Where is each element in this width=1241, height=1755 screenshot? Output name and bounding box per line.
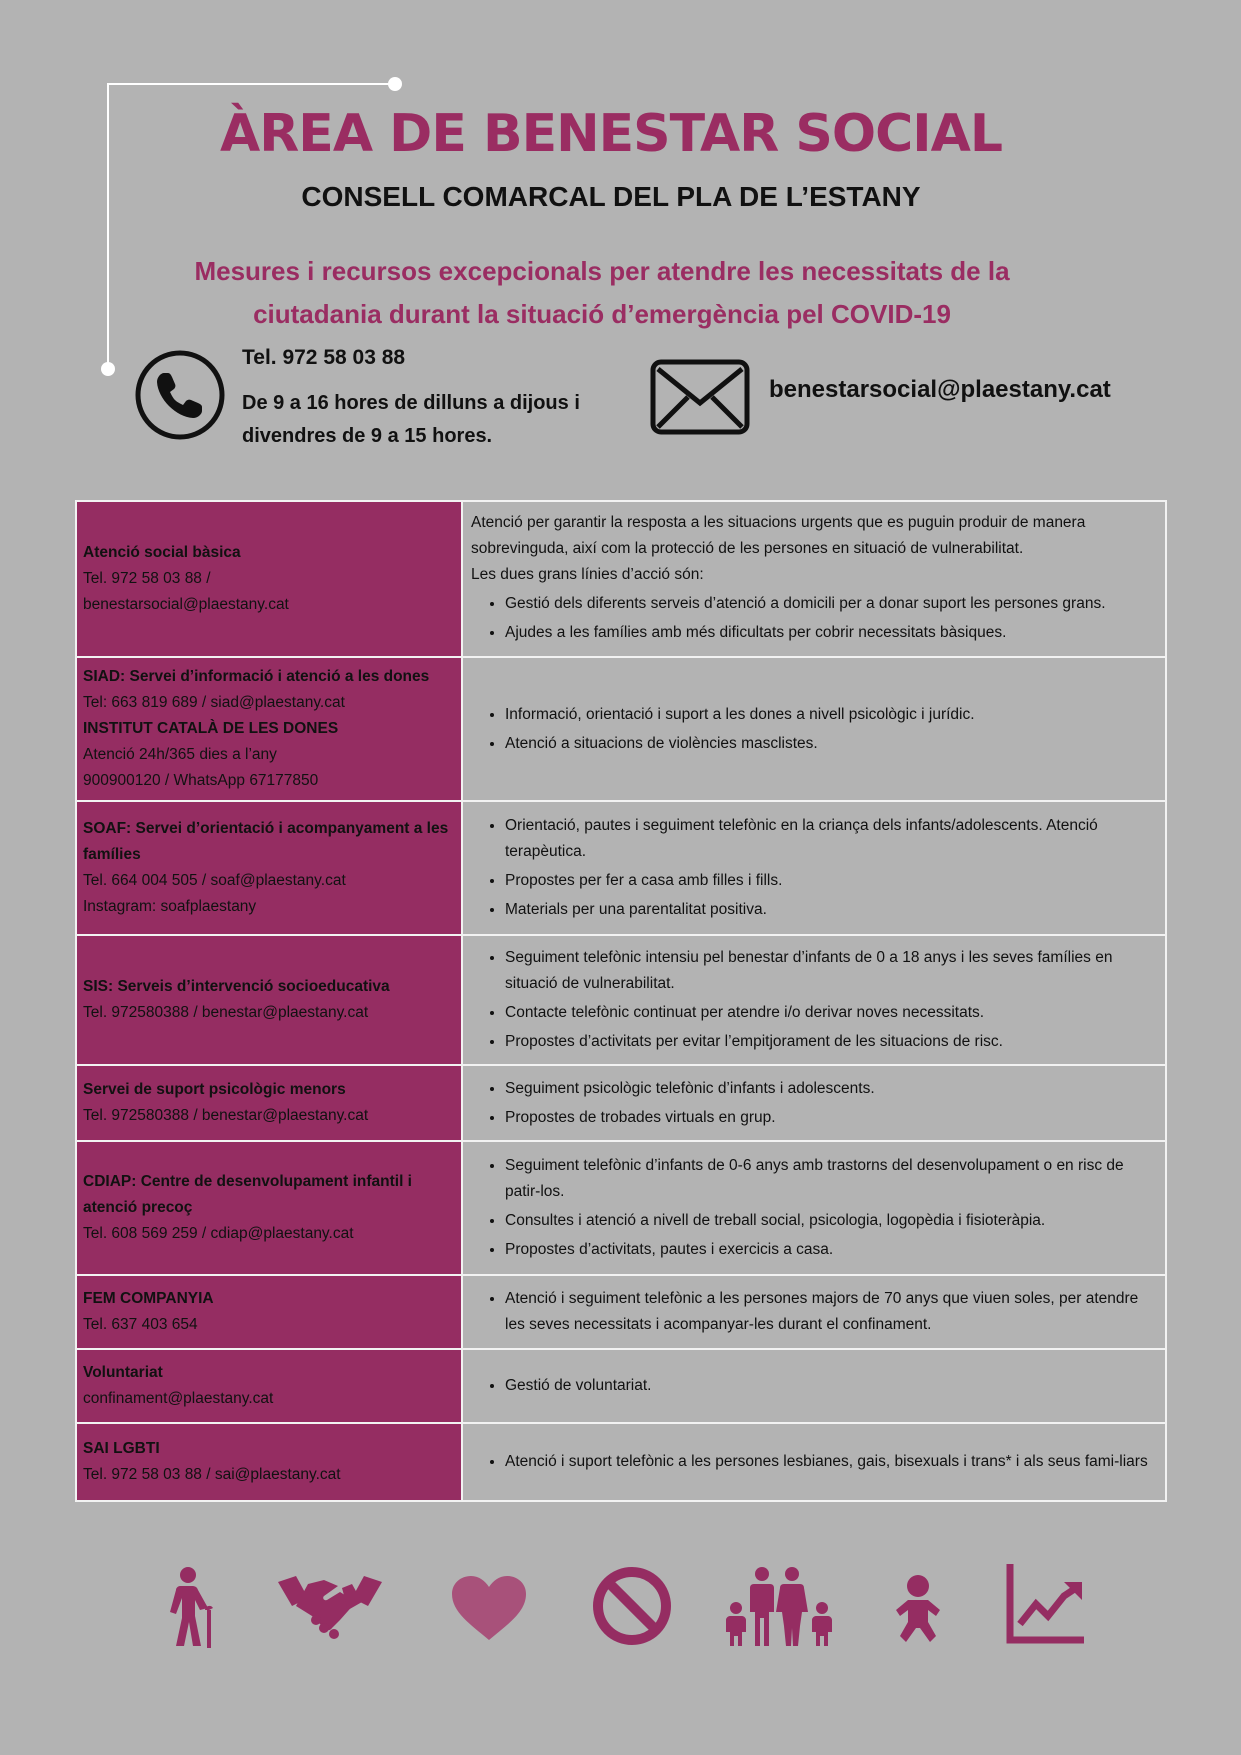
list-item: • Ajudes a les famílies amb més dificultats per cobrir necessitats bàsiques.: [505, 620, 1155, 646]
description-list: [469, 1449, 1159, 1475]
service-description: [462, 1275, 1166, 1349]
table-row: [76, 1275, 1166, 1349]
table-row: [76, 657, 1166, 801]
service-contact: Tel. 637 403 654: [83, 1316, 198, 1333]
service-contact: Tel. 972580388 / benestar@plaestany.cat: [83, 1107, 369, 1124]
list-item: • Atenció i seguiment telefònic a les persones majors de 70 anys que viuen soles, per atendre les seves necessitats i acompanyar-les durant el confinament.: [505, 1286, 1155, 1338]
heart-icon: [450, 1574, 528, 1642]
list-item: • Atenció i suport telefònic a les persones lesbianes, gais, bisexuals i trans* i als seus fami-liars: [505, 1449, 1155, 1475]
service-info: [76, 501, 462, 657]
service-info: [76, 1141, 462, 1275]
description-text: Les dues grans línies d’acció són:: [471, 565, 704, 583]
description-list: [469, 591, 1159, 646]
list-item: • Seguiment telefònic intensiu pel benestar d’infants de 0 a 18 anys i les seves famílies en situació de vulnerabilitat.: [505, 945, 1155, 997]
list-item: • Propostes d’activitats per evitar l’empitjorament de les situacions de risc.: [505, 1029, 1155, 1055]
service-contact: confinament@plaestany.cat: [83, 1390, 274, 1407]
service-name: CDIAP: Centre de desenvolupament infantil i atenció precoç: [83, 1173, 412, 1216]
service-info: [76, 1275, 462, 1349]
service-contact: Tel. 608 569 259 / cdiap@plaestany.cat: [83, 1225, 354, 1242]
service-description: [462, 1423, 1166, 1501]
table-row: [76, 1349, 1166, 1423]
service-info: [76, 1065, 462, 1141]
description-list: [469, 1286, 1159, 1338]
service-name: Atenció social bàsica: [83, 544, 241, 561]
baby-icon: [892, 1574, 944, 1644]
list-item: • Atenció a situacions de violències masclistes.: [505, 731, 1155, 757]
service-contact: 900900120 / WhatsApp 67177850: [83, 772, 319, 789]
description-list: [469, 813, 1159, 923]
service-info: [76, 1423, 462, 1501]
service-contact: Tel. 972 58 03 88 / sai@plaestany.cat: [83, 1466, 341, 1483]
services-table: [75, 500, 1167, 1502]
description-list: [469, 1373, 1159, 1399]
tagline-line: Mesures i recursos excepcionals per atendre les necessitats de la: [194, 256, 1010, 286]
description-list: [469, 702, 1159, 757]
service-name: Servei de suport psicològic menors: [83, 1081, 346, 1098]
email-address: benestarsocial@plaestany.cat: [769, 376, 1111, 403]
service-name: Voluntariat: [83, 1364, 163, 1381]
list-item: • Propostes d’activitats, pautes i exercicis a casa.: [505, 1237, 1155, 1263]
service-contact: benestarsocial@plaestany.cat: [83, 596, 289, 613]
list-item: • Contacte telefònic continuat per atendre i/o derivar noves necessitats.: [505, 1000, 1155, 1026]
service-description: [462, 1141, 1166, 1275]
service-name: SIAD: Servei d’informació i atenció a les dones: [83, 668, 430, 685]
bracket-dot: [101, 362, 115, 376]
tagline-line: ciutadania durant la situació d’emergència pel COVID-19: [253, 299, 951, 329]
page-title: ÀREA DE BENESTAR SOCIAL: [220, 104, 1002, 164]
service-info: [76, 935, 462, 1065]
service-name: SAI LGBTI: [83, 1440, 160, 1457]
opening-hours: [242, 387, 622, 453]
list-item: • Seguiment psicològic telefònic d’infants i adolescents.: [505, 1076, 1155, 1102]
list-item: • Propostes per fer a casa amb filles i fills.: [505, 868, 1155, 894]
handshake-icon: [278, 1576, 382, 1640]
list-item: • Informació, orientació i suport a les dones a nivell psicològic i jurídic.: [505, 702, 1155, 728]
list-item: • Materials per una parentalitat positiva.: [505, 897, 1155, 923]
phone-number: Tel. 972 58 03 88: [242, 346, 406, 369]
service-description: [462, 657, 1166, 801]
service-description: [462, 501, 1166, 657]
table-row: [76, 801, 1166, 935]
service-info: [76, 657, 462, 801]
table-row: [76, 1141, 1166, 1275]
elderly-person-icon: [164, 1566, 224, 1648]
family-icon: [726, 1566, 832, 1646]
service-description: [462, 1349, 1166, 1423]
description-list: [469, 1076, 1159, 1131]
decorative-bracket-top: [107, 83, 395, 85]
service-name: INSTITUT CATALÀ DE LES DONES: [83, 720, 339, 737]
description-list: [469, 1153, 1159, 1263]
phone-icon: [134, 349, 226, 441]
tagline: [120, 250, 1084, 336]
service-contact: Tel. 664 004 505 / soaf@plaestany.cat: [83, 872, 346, 889]
service-description: [462, 1065, 1166, 1141]
description-text: Atenció per garantir la resposta a les situacions urgents que es puguin produir de manera sobrevinguda, així com la protecció de les persones en situació de vulnerabilitat.: [471, 513, 1086, 557]
table-row: [76, 935, 1166, 1065]
list-item: • Propostes de trobades virtuals en grup.: [505, 1105, 1155, 1131]
envelope-icon: [650, 359, 750, 435]
service-name: SOAF: Servei d’orientació i acompanyament a les famílies: [83, 820, 449, 863]
service-description: [462, 801, 1166, 935]
service-description: [462, 935, 1166, 1065]
service-contact: Tel. 972 58 03 88 /: [83, 570, 211, 587]
service-contact: Instagram: soafplaestany: [83, 898, 257, 915]
list-item: • Consultes i atenció a nivell de treball social, psicologia, logopèdia i fisioteràpia.: [505, 1208, 1155, 1234]
service-info: [76, 1349, 462, 1423]
service-contact: Atenció 24h/365 dies a l’any: [83, 746, 277, 763]
prohibited-icon: [592, 1566, 672, 1646]
footer-icon-row: [0, 1560, 1241, 1650]
table-row: [76, 501, 1166, 657]
list-item: • Gestió de voluntariat.: [505, 1373, 1155, 1399]
table-row: [76, 1423, 1166, 1501]
service-info: [76, 801, 462, 935]
table-row: [76, 1065, 1166, 1141]
list-item: • Gestió dels diferents serveis d’atenció a domicili per a donar suport les persones grans.: [505, 591, 1155, 617]
service-contact: Tel: 663 819 689 / siad@plaestany.cat: [83, 694, 345, 711]
hours-line: divendres de 9 a 15 hores.: [242, 425, 493, 447]
service-contact: Tel. 972580388 / benestar@plaestany.cat: [83, 1004, 369, 1021]
bracket-dot: [388, 77, 402, 91]
description-list: [469, 945, 1159, 1055]
list-item: • Seguiment telefònic d’infants de 0-6 anys amb trastorns del desenvolupament o en risc de patir-los.: [505, 1153, 1155, 1205]
growth-chart-icon: [1006, 1564, 1084, 1644]
service-name: SIS: Serveis d’intervenció socioeducativa: [83, 978, 390, 995]
list-item: • Orientació, pautes i seguiment telefònic en la criança dels infants/adolescents. Atenció terapèutica.: [505, 813, 1155, 865]
page-subtitle: CONSELL COMARCAL DEL PLA DE L’ESTANY: [301, 181, 921, 212]
service-name: FEM COMPANYIA: [83, 1290, 214, 1307]
hours-line: De 9 a 16 hores de dilluns a dijous i: [242, 392, 580, 414]
